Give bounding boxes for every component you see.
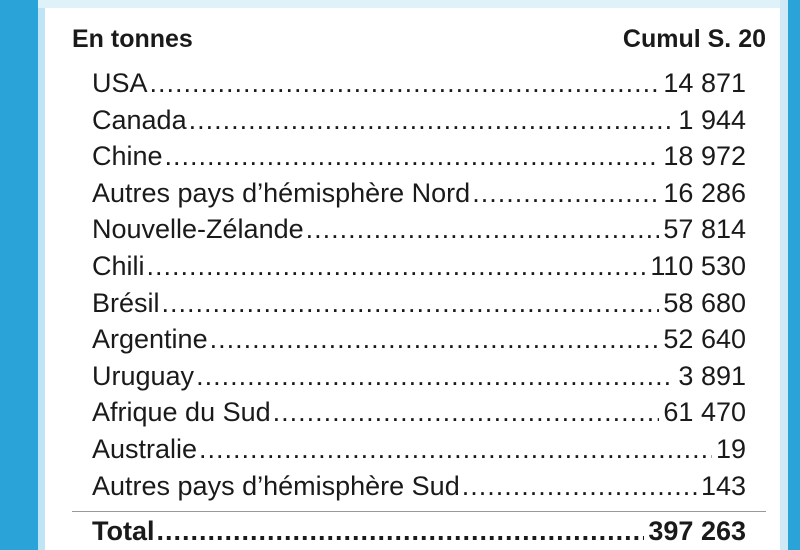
table-row bbox=[92, 324, 746, 361]
row-label: Autres pays d’hémisphère Sud bbox=[92, 470, 460, 501]
row-label: Brésil bbox=[92, 287, 160, 318]
row-label: USA bbox=[92, 68, 148, 98]
leader-dots bbox=[147, 251, 647, 282]
row-value: 57 814 bbox=[663, 214, 746, 245]
column-label: Cumul S. 20 bbox=[622, 24, 766, 53]
table-row bbox=[92, 288, 746, 325]
table-row bbox=[92, 105, 746, 142]
total-separator bbox=[72, 511, 766, 512]
unit-label: En tonnes bbox=[72, 24, 193, 53]
row-label: Australie bbox=[92, 433, 198, 464]
row-value: 1 944 bbox=[678, 104, 746, 135]
row-value: 143 bbox=[700, 470, 746, 501]
row-label: Nouvelle-Zélande bbox=[92, 214, 304, 245]
row-value: 58 680 bbox=[663, 287, 746, 318]
frame-left-border bbox=[0, 0, 38, 550]
table-row bbox=[92, 251, 746, 288]
row-value: 18 972 bbox=[663, 141, 746, 172]
table-row bbox=[92, 397, 746, 434]
row-value: 14 871 bbox=[663, 68, 746, 98]
table-row bbox=[92, 178, 746, 215]
total-label: Total bbox=[92, 516, 155, 546]
row-value: 19 bbox=[715, 433, 746, 464]
frame-top-border bbox=[38, 0, 788, 8]
leader-dots bbox=[157, 516, 645, 547]
row-value: 110 530 bbox=[650, 250, 746, 281]
table-row bbox=[92, 434, 746, 471]
table-row bbox=[92, 141, 746, 178]
row-label: Autres pays d’hémisphère Nord bbox=[92, 177, 471, 208]
leader-dots bbox=[196, 361, 674, 392]
leader-dots bbox=[199, 434, 712, 465]
table-panel bbox=[52, 8, 776, 550]
row-value: 61 470 bbox=[663, 397, 746, 428]
row-label: Afrique du Sud bbox=[92, 397, 271, 428]
leader-dots bbox=[189, 105, 675, 136]
row-value: 16 286 bbox=[663, 177, 746, 208]
table-rows bbox=[92, 68, 746, 507]
table-header bbox=[72, 22, 766, 56]
table-row bbox=[92, 68, 746, 105]
total-value: 397 263 bbox=[648, 516, 746, 546]
table-row bbox=[92, 471, 746, 508]
row-value: 3 891 bbox=[678, 360, 746, 391]
row-label: Canada bbox=[92, 104, 187, 135]
leader-dots bbox=[210, 324, 660, 355]
leader-dots bbox=[472, 178, 659, 209]
table-row bbox=[92, 361, 746, 398]
total-row bbox=[92, 516, 746, 550]
row-label: Chine bbox=[92, 141, 163, 172]
leader-dots bbox=[162, 288, 660, 319]
table-row bbox=[92, 214, 746, 251]
leader-dots bbox=[273, 397, 660, 428]
row-label: Chili bbox=[92, 250, 145, 281]
leader-dots bbox=[462, 471, 697, 502]
row-label: Uruguay bbox=[92, 360, 195, 391]
leader-dots bbox=[306, 214, 660, 245]
frame-right-inner-border bbox=[780, 0, 788, 550]
frame-left-inner-border bbox=[38, 0, 45, 550]
frame-right-border bbox=[788, 0, 800, 550]
row-label: Argentine bbox=[92, 324, 208, 355]
leader-dots bbox=[150, 68, 660, 99]
leader-dots bbox=[165, 141, 660, 172]
row-value: 52 640 bbox=[663, 324, 746, 355]
